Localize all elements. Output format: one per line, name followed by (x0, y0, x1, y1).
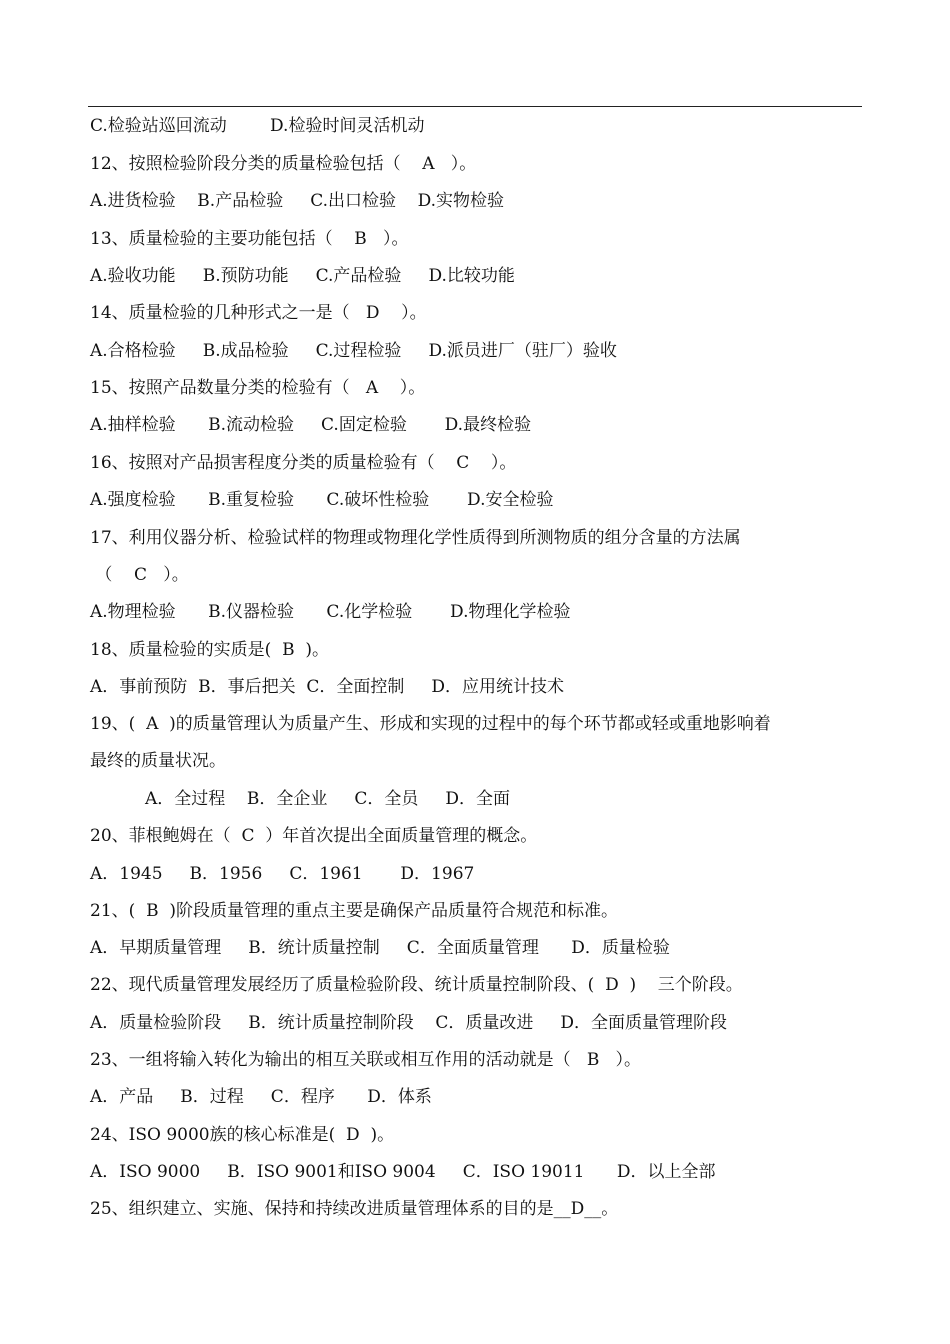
question-17: 17、利用仪器分析、检验试样的物理或物理化学性质得到所测物质的组分含量的方法属 (90, 528, 741, 548)
question-17-answer: （ C ）。 (90, 565, 189, 585)
options-12: A.进货检验 B.产品检验 C.出口检验 D.实物检验 (90, 191, 505, 211)
question-16: 16、按照对产品损害程度分类的质量检验有（ C ）。 (90, 453, 517, 473)
options-23: A．产品 B．过程 C．程序 D．体系 (90, 1087, 432, 1107)
options-16: A.强度检验 B.重复检验 C.破坏性检验 D.安全检验 (90, 490, 554, 510)
options-22: A．质量检验阶段 B．统计质量控制阶段 C．质量改进 D．全面质量管理阶段 (90, 1013, 728, 1033)
question-23: 23、一组将输入转化为输出的相互关联或相互作用的活动就是（ B ）。 (90, 1050, 642, 1070)
question-20: 20、菲根鲍姆在（ C ）年首次提出全面质量管理的概念。 (90, 826, 538, 846)
options-18: A．事前预防 B．事后把关 C．全面控制 D．应用统计技术 (90, 677, 565, 697)
question-25: 25、组织建立、实施、保持和持续改进质量管理体系的目的是__D__。 (90, 1199, 619, 1219)
question-13: 13、质量检验的主要功能包括（ B ）。 (90, 229, 409, 249)
options-19: A．全过程 B．全企业 C．全员 D．全面 (145, 789, 511, 809)
text-line: C.检验站巡回流动 D.检验时间灵活机动 (90, 116, 425, 136)
question-22: 22、现代质量管理发展经历了质量检验阶段、统计质量控制阶段、( D ) 三个阶段。 (90, 975, 743, 995)
question-21: 21、( B )阶段质量管理的重点主要是确保产品质量符合规范和标准。 (90, 901, 619, 921)
header-rule (88, 106, 862, 107)
question-24: 24、ISO 9000族的核心标准是( D )。 (90, 1125, 395, 1145)
question-19: 19、( A )的质量管理认为质量产生、形成和实现的过程中的每个环节都或轻或重地影响着 (90, 714, 771, 734)
options-17: A.物理检验 B.仪器检验 C.化学检验 D.物理化学检验 (90, 602, 571, 622)
question-18: 18、质量检验的实质是( B )。 (90, 640, 330, 660)
question-14: 14、质量检验的几种形式之一是（ D ）。 (90, 303, 427, 323)
question-19-cont: 最终的质量状况。 (90, 751, 226, 771)
options-14: A.合格检验 B.成品检验 C.过程检验 D.派员进厂（驻厂）验收 (90, 341, 617, 361)
question-12: 12、按照检验阶段分类的质量检验包括（ A ）。 (90, 154, 477, 174)
options-21: A．早期质量管理 B．统计质量控制 C．全面质量管理 D．质量检验 (90, 938, 670, 958)
options-20: A．1945 B．1956 C．1961 D．1967 (90, 864, 475, 884)
options-13: A.验收功能 B.预防功能 C.产品检验 D.比较功能 (90, 266, 515, 286)
question-15: 15、按照产品数量分类的检验有（ A ）。 (90, 378, 426, 398)
options-15: A.抽样检验 B.流动检验 C.固定检验 D.最终检验 (90, 415, 532, 435)
options-24: A．ISO 9000 B．ISO 9001和ISO 9004 C．ISO 19011 D．以上全部 (90, 1162, 716, 1182)
